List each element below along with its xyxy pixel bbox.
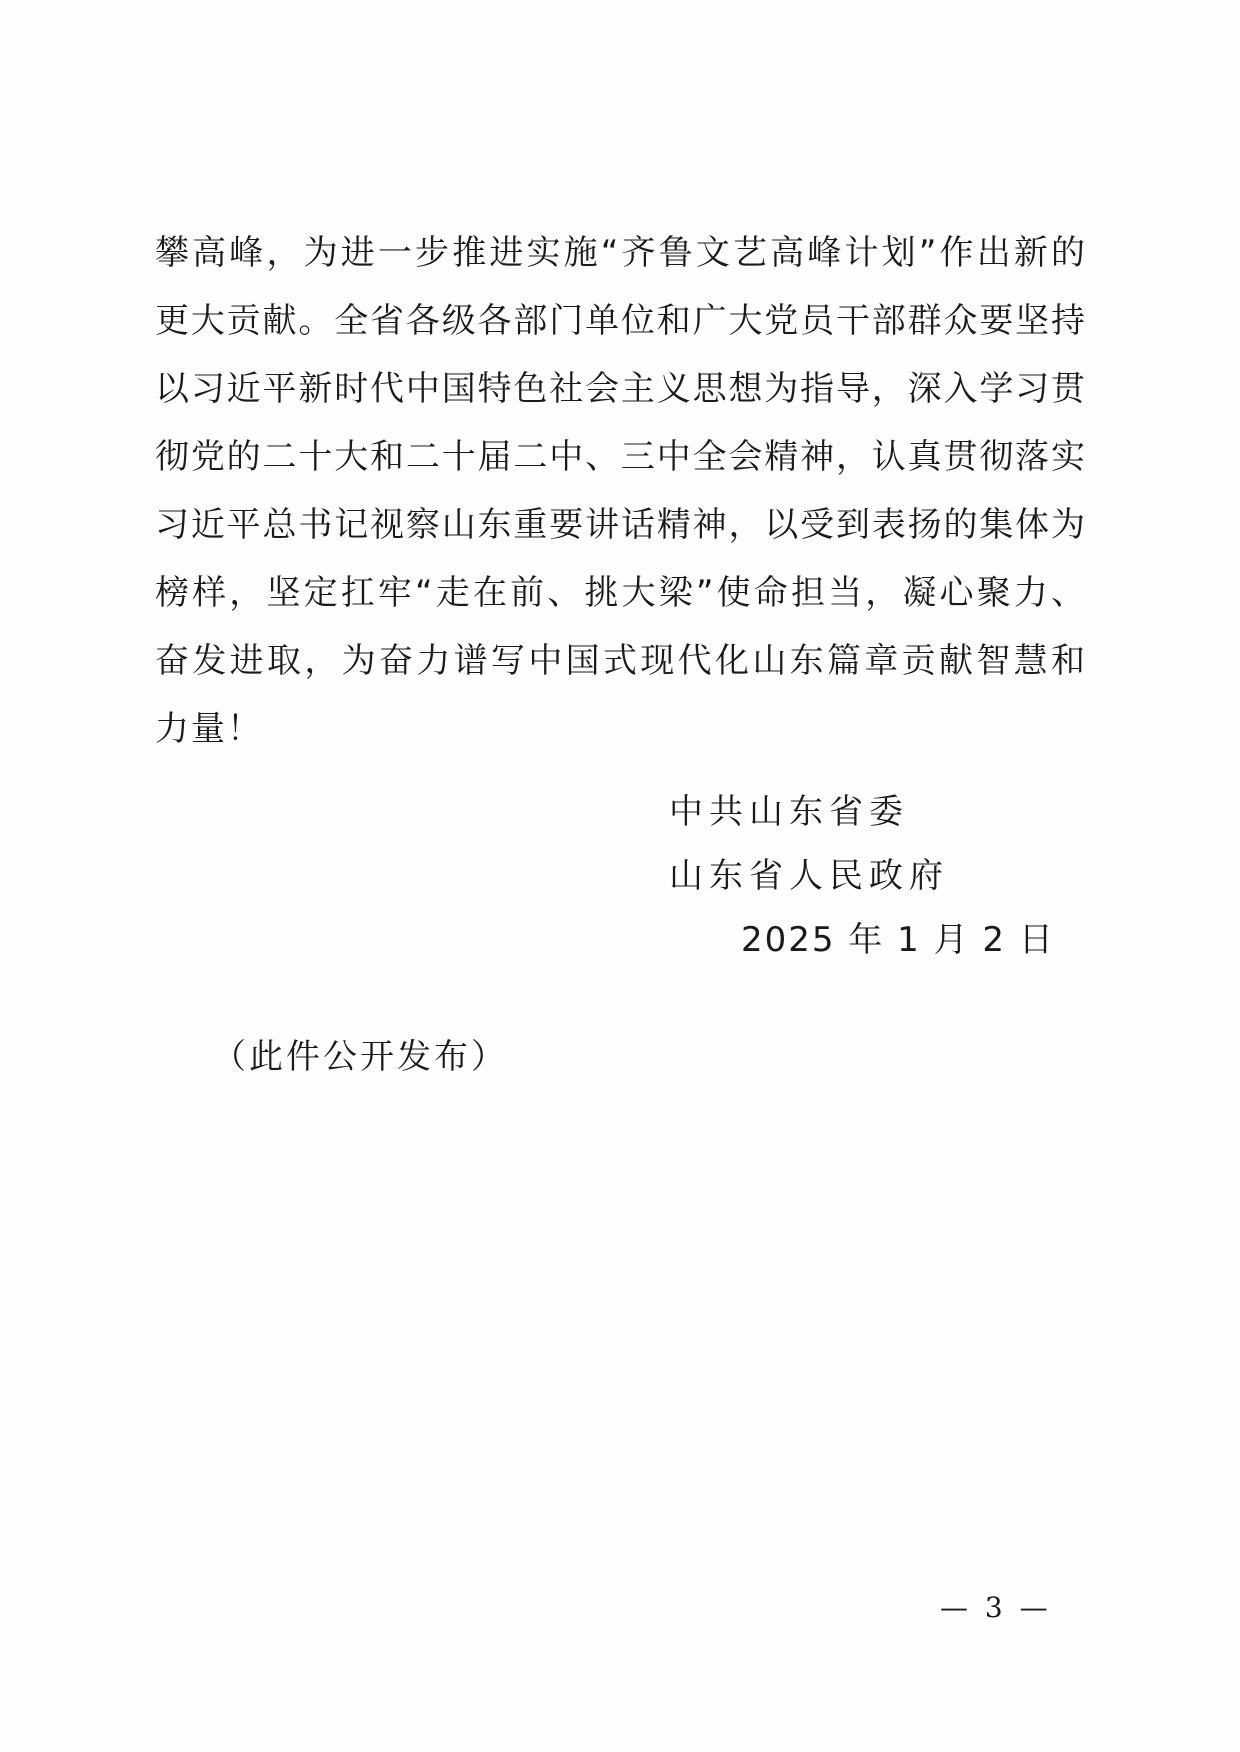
page-number: — 3 —: [940, 1591, 1052, 1624]
body-line: 以习近平新时代中国特色社会主义思想为指导，深入学习贯: [155, 369, 1085, 409]
document-date: 2025 年 1 月 2 日: [741, 920, 1055, 960]
publication-note: （此件公开发布）: [212, 1037, 508, 1077]
signatory-party-committee: 中共山东省委: [669, 792, 909, 832]
body-line: 奋发进取，为奋力谱写中国式现代化山东篇章贡献智慧和: [155, 641, 1085, 681]
signature-block: [669, 780, 1055, 972]
body-line: 榜样，坚定扛牢“走在前、挑大梁”使命担当，凝心聚力、: [155, 573, 1085, 613]
body-line: 力量！: [155, 709, 263, 749]
body-line: 习近平总书记视察山东重要讲话精神，以受到表扬的集体为: [155, 505, 1085, 545]
body-line: 彻党的二十大和二十届二中、三中全会精神，认真贯彻落实: [155, 437, 1085, 477]
signatory-provincial-government: 山东省人民政府: [669, 856, 949, 896]
body-line: 攀高峰，为进一步推进实施“齐鲁文艺高峰计划”作出新的: [155, 233, 1085, 273]
document-body: [155, 219, 1085, 763]
body-line: 更大贡献。全省各级各部门单位和广大党员干部群众要坚持: [155, 301, 1085, 341]
